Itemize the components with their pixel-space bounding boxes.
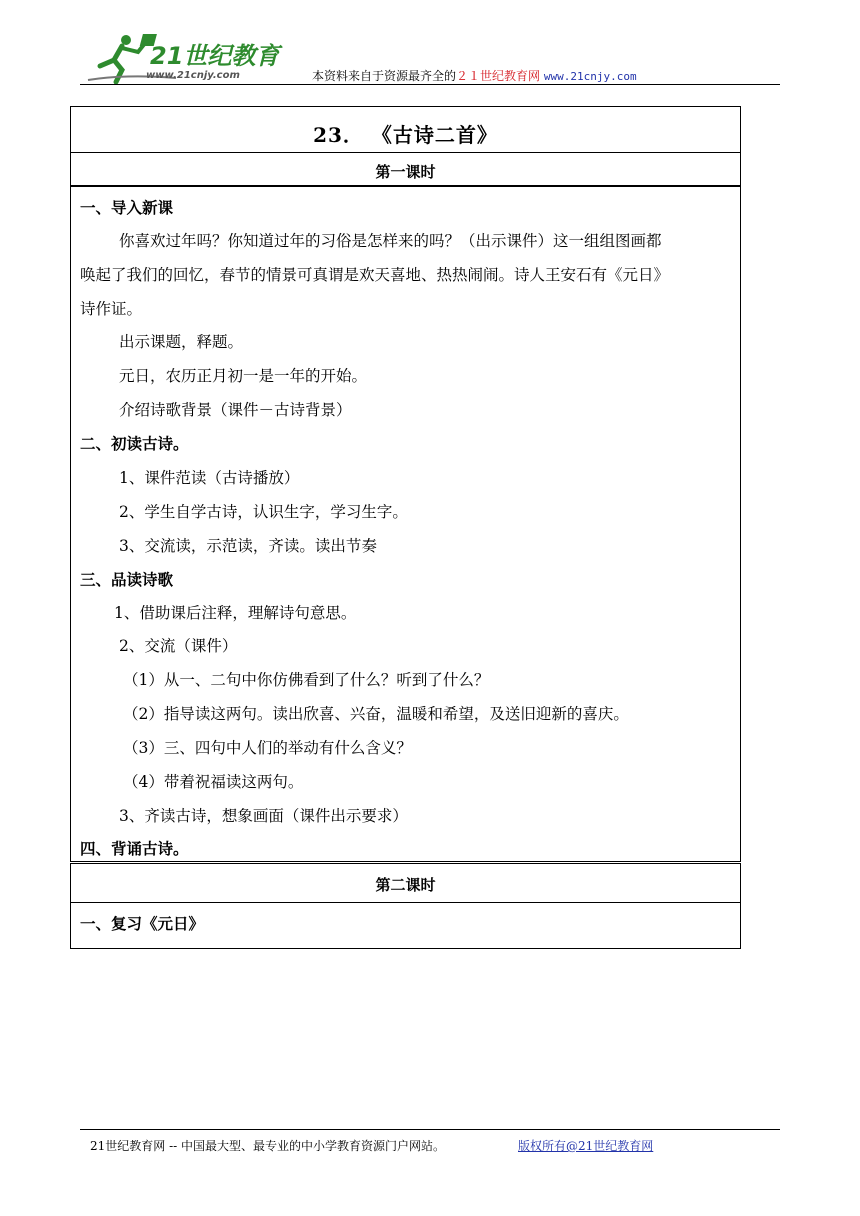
lesson1-heading-cell (70, 152, 741, 186)
footer-divider (80, 1129, 780, 1130)
section-heading: 二、初读古诗。 (80, 434, 189, 453)
body-line: （2）指导读这两句。读出欣喜、兴奋，温暖和希望，及送旧迎新的喜庆。 (123, 705, 629, 723)
lesson2-heading-cell (70, 863, 741, 903)
body-line: 2、学生自学古诗，认识生字，学习生字。 (119, 503, 408, 521)
lesson2-heading: 第二课时 (375, 876, 436, 894)
section-heading: 四、背诵古诗。 (80, 839, 189, 858)
logo-title: 21世纪教育 (150, 42, 280, 70)
site-logo (86, 30, 286, 86)
footer-copyright-link[interactable]: 版权所有@21世纪教育网 (518, 1139, 654, 1153)
section-heading: 一、导入新课 (80, 198, 174, 217)
body-line: （4）带着祝福读这两句。 (123, 773, 304, 791)
header-note-prefix: 本资料来自于资源最齐全的 (312, 69, 457, 83)
body-line: 介绍诗歌背景（课件－古诗背景） (119, 401, 352, 419)
section-heading: 三、品读诗歌 (80, 570, 174, 589)
body-line: 3、齐读古诗，想象画面（课件出示要求） (119, 807, 408, 825)
body-line: 出示课题，释题。 (119, 333, 244, 351)
body-line: （1）从一、二句中你仿佛看到了什么？听到了什么？ (123, 671, 490, 689)
lesson1-body (70, 186, 741, 862)
body-line: 1、课件范读（古诗播放） (119, 469, 300, 487)
body-line: 2、交流（课件） (119, 637, 238, 655)
header-note (312, 67, 637, 84)
header-divider (80, 84, 780, 85)
section-heading: 一、复习《元日》 (80, 914, 205, 933)
header-note-brand: ２１世纪教育网 (456, 69, 541, 83)
body-line: 1、借助课后注释，理解诗句意思。 (114, 604, 357, 622)
body-line: 你喜欢过年吗？你知道过年的习俗是怎样来的吗？（出示课件）这一组组图画都 (119, 232, 662, 250)
footer-description: 21世纪教育网 -- 中国最大型、最专业的中小学教育资源门户网站。 (90, 1139, 446, 1153)
page-title: 23． 《古诗二首》 (313, 123, 498, 147)
body-line: 元日，农历正月初一是一年的开始。 (119, 367, 368, 385)
lesson2-body (70, 902, 741, 949)
body-line: （3）三、四句中人们的举动有什么含义？ (123, 739, 412, 757)
body-line: 唤起了我们的回忆，春节的情景可真谓是欢天喜地、热热闹闹。诗人王安石有《元日》 (80, 266, 670, 284)
body-line: 诗作证。 (80, 300, 143, 318)
title-cell (70, 106, 741, 153)
logo-url: www.21cnjy.com (146, 70, 240, 81)
lesson1-heading: 第一课时 (375, 163, 436, 181)
header-note-url[interactable]: www.21cnjy.com (543, 70, 637, 83)
body-line: 3、交流读，示范读，齐读。读出节奏 (119, 537, 377, 555)
